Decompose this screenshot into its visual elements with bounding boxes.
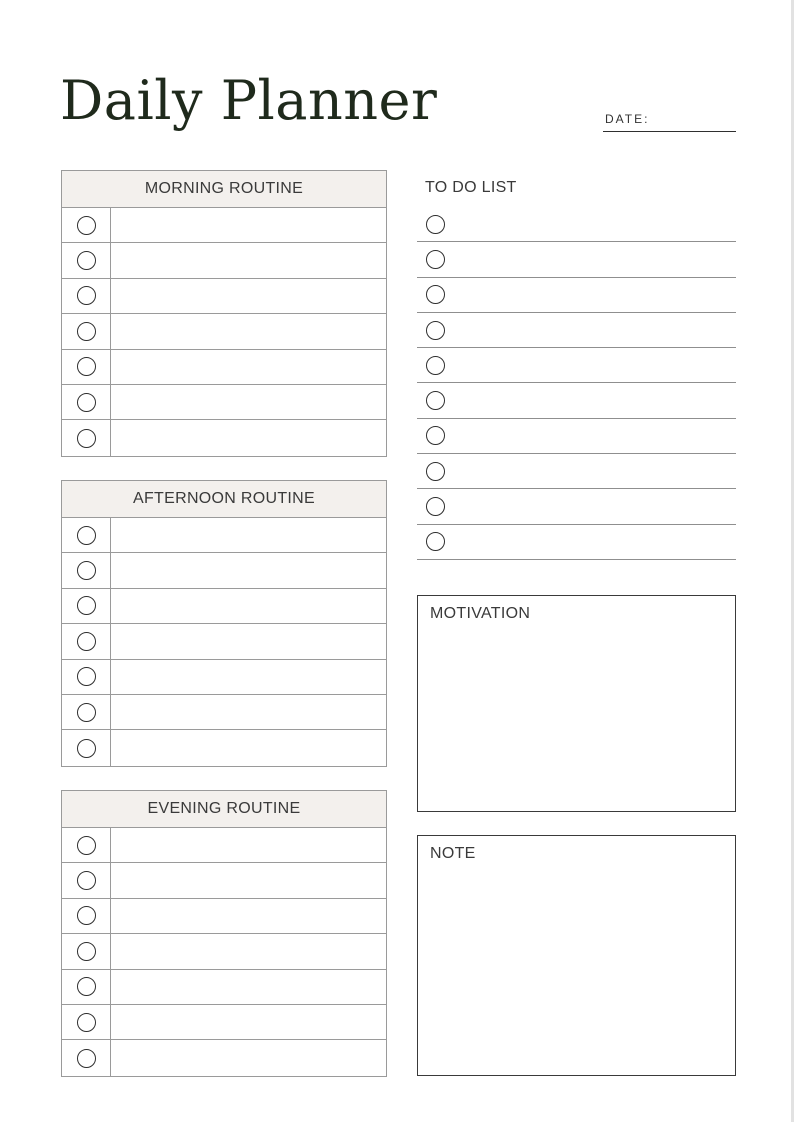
checkbox-cell <box>62 589 111 623</box>
morning-routine-table <box>61 170 387 457</box>
checkbox-cell <box>62 385 111 419</box>
checkbox-cell <box>62 660 111 694</box>
afternoon-routine-row <box>62 624 386 659</box>
todo-item[interactable] <box>417 207 736 242</box>
evening-routine-row <box>62 1040 386 1075</box>
morning-routine-entry-field[interactable] <box>111 350 386 384</box>
morning-routine-entry-field[interactable] <box>111 385 386 419</box>
evening-routine-row <box>62 899 386 934</box>
checkbox-circle-icon[interactable] <box>77 561 96 580</box>
checkbox-circle-icon[interactable] <box>426 285 445 304</box>
todo-item[interactable] <box>417 242 736 277</box>
evening-routine-rows <box>62 828 386 1076</box>
checkbox-circle-icon[interactable] <box>77 322 96 341</box>
checkbox-circle-icon[interactable] <box>77 667 96 686</box>
evening-routine-row <box>62 934 386 969</box>
evening-routine-entry-field[interactable] <box>111 863 386 897</box>
todo-item[interactable] <box>417 383 736 418</box>
afternoon-routine-row <box>62 589 386 624</box>
checkbox-circle-icon[interactable] <box>77 596 96 615</box>
morning-routine-entry-field[interactable] <box>111 314 386 348</box>
evening-routine-entry-field[interactable] <box>111 970 386 1004</box>
todo-list <box>417 207 736 560</box>
checkbox-cell <box>62 730 111 765</box>
evening-routine-row <box>62 970 386 1005</box>
morning-routine-row <box>62 208 386 243</box>
afternoon-routine-row <box>62 695 386 730</box>
todo-item[interactable] <box>417 348 736 383</box>
checkbox-circle-icon[interactable] <box>426 462 445 481</box>
checkbox-cell <box>62 970 111 1004</box>
checkbox-cell <box>62 1040 111 1075</box>
checkbox-circle-icon[interactable] <box>77 942 96 961</box>
checkbox-circle-icon[interactable] <box>426 532 445 551</box>
afternoon-routine-entry-field[interactable] <box>111 730 386 765</box>
morning-routine-entry-field[interactable] <box>111 208 386 242</box>
morning-routine-row <box>62 243 386 278</box>
morning-routine-header: MORNING ROUTINE <box>62 171 386 208</box>
date-field[interactable] <box>603 111 736 132</box>
afternoon-routine-entry-field[interactable] <box>111 695 386 729</box>
afternoon-routine-entry-field[interactable] <box>111 624 386 658</box>
todo-item[interactable] <box>417 419 736 454</box>
motivation-box[interactable] <box>417 595 736 812</box>
evening-routine-entry-field[interactable] <box>111 934 386 968</box>
evening-routine-header: EVENING ROUTINE <box>62 791 386 828</box>
afternoon-routine-row <box>62 518 386 553</box>
afternoon-routine-entry-field[interactable] <box>111 589 386 623</box>
checkbox-circle-icon[interactable] <box>77 357 96 376</box>
todo-item[interactable] <box>417 454 736 489</box>
morning-routine-row <box>62 385 386 420</box>
checkbox-circle-icon[interactable] <box>77 703 96 722</box>
note-label: NOTE <box>430 845 476 862</box>
checkbox-circle-icon[interactable] <box>77 1049 96 1068</box>
checkbox-circle-icon[interactable] <box>426 391 445 410</box>
checkbox-cell <box>62 828 111 862</box>
todo-item[interactable] <box>417 525 736 560</box>
note-box[interactable] <box>417 835 736 1076</box>
checkbox-cell <box>62 208 111 242</box>
evening-routine-entry-field[interactable] <box>111 1040 386 1075</box>
checkbox-circle-icon[interactable] <box>77 526 96 545</box>
checkbox-cell <box>62 553 111 587</box>
afternoon-routine-row <box>62 553 386 588</box>
motivation-label: MOTIVATION <box>430 605 531 622</box>
checkbox-circle-icon[interactable] <box>77 216 96 235</box>
evening-routine-row <box>62 828 386 863</box>
checkbox-circle-icon[interactable] <box>77 286 96 305</box>
checkbox-circle-icon[interactable] <box>426 356 445 375</box>
checkbox-cell <box>62 279 111 313</box>
afternoon-routine-row <box>62 730 386 765</box>
checkbox-circle-icon[interactable] <box>77 739 96 758</box>
checkbox-cell <box>62 314 111 348</box>
todo-list-title: TO DO LIST <box>425 179 517 196</box>
evening-routine-entry-field[interactable] <box>111 899 386 933</box>
checkbox-circle-icon[interactable] <box>77 906 96 925</box>
todo-item[interactable] <box>417 313 736 348</box>
morning-routine-entry-field[interactable] <box>111 243 386 277</box>
checkbox-cell <box>62 350 111 384</box>
evening-routine-table <box>61 790 387 1077</box>
evening-routine-row <box>62 863 386 898</box>
todo-item[interactable] <box>417 278 736 313</box>
checkbox-circle-icon[interactable] <box>77 429 96 448</box>
afternoon-routine-header: AFTERNOON ROUTINE <box>62 481 386 518</box>
evening-routine-entry-field[interactable] <box>111 1005 386 1039</box>
afternoon-routine-entry-field[interactable] <box>111 660 386 694</box>
checkbox-cell <box>62 420 111 455</box>
checkbox-circle-icon[interactable] <box>77 871 96 890</box>
checkbox-cell <box>62 899 111 933</box>
morning-routine-entry-field[interactable] <box>111 420 386 455</box>
morning-routine-row <box>62 420 386 455</box>
checkbox-circle-icon[interactable] <box>77 251 96 270</box>
afternoon-routine-table <box>61 480 387 767</box>
checkbox-circle-icon[interactable] <box>426 426 445 445</box>
checkbox-cell <box>62 243 111 277</box>
checkbox-circle-icon[interactable] <box>77 393 96 412</box>
checkbox-cell <box>62 863 111 897</box>
checkbox-cell <box>62 695 111 729</box>
checkbox-circle-icon[interactable] <box>426 497 445 516</box>
checkbox-cell <box>62 518 111 552</box>
evening-routine-entry-field[interactable] <box>111 828 386 862</box>
evening-routine-row <box>62 1005 386 1040</box>
checkbox-circle-icon[interactable] <box>77 836 96 855</box>
morning-routine-row <box>62 314 386 349</box>
checkbox-circle-icon[interactable] <box>77 977 96 996</box>
page-title: Daily Planner <box>60 69 438 132</box>
checkbox-circle-icon[interactable] <box>77 632 96 651</box>
checkbox-cell <box>62 1005 111 1039</box>
checkbox-cell <box>62 624 111 658</box>
checkbox-circle-icon[interactable] <box>77 1013 96 1032</box>
afternoon-routine-entry-field[interactable] <box>111 518 386 552</box>
date-label: DATE: <box>605 112 650 126</box>
morning-routine-row <box>62 279 386 314</box>
checkbox-circle-icon[interactable] <box>426 321 445 340</box>
afternoon-routine-entry-field[interactable] <box>111 553 386 587</box>
checkbox-cell <box>62 934 111 968</box>
checkbox-circle-icon[interactable] <box>426 250 445 269</box>
todo-item[interactable] <box>417 489 736 524</box>
morning-routine-row <box>62 350 386 385</box>
afternoon-routine-rows <box>62 518 386 766</box>
afternoon-routine-row <box>62 660 386 695</box>
checkbox-circle-icon[interactable] <box>426 215 445 234</box>
morning-routine-rows <box>62 208 386 456</box>
morning-routine-entry-field[interactable] <box>111 279 386 313</box>
